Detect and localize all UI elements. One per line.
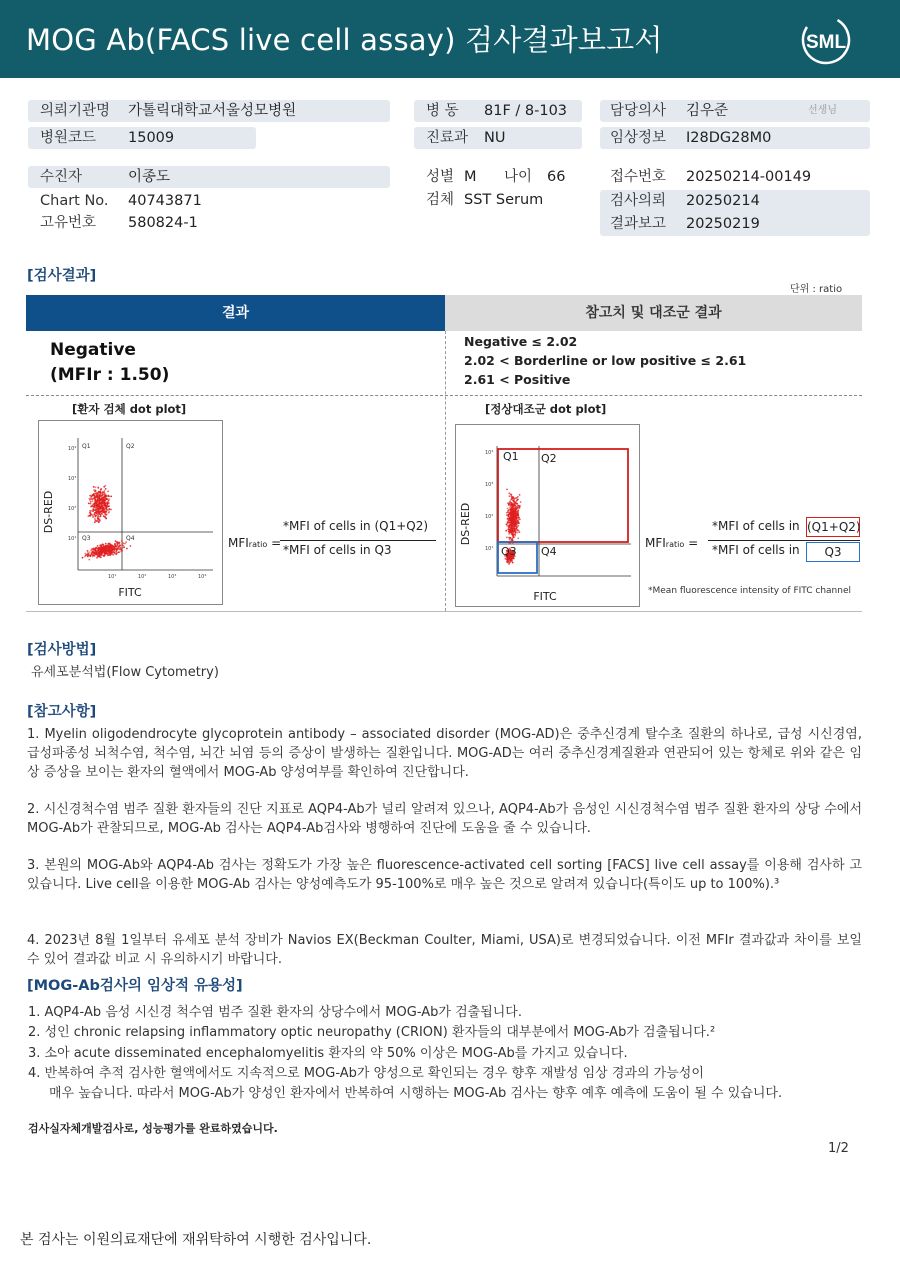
svg-text:10²: 10² (68, 506, 77, 512)
chart-row: Chart No. 40743871 (40, 193, 202, 209)
reference-positive: 2.61 < Positive (464, 372, 571, 387)
control-mfi-numerator: *MFI of cells in (712, 519, 800, 533)
patient-mfi-denominator: *MFI of cells in Q3 (283, 543, 392, 557)
control-dot-plot (455, 424, 641, 608)
reference-negative: Negative ≤ 2.02 (464, 334, 578, 349)
note-paragraph-3: 3. 본원의 MOG-Ab와 AQP4-Ab 검사는 정확도가 가장 높은 fluorescence-activated cell sorting [FACS] live cell assay를 이용해 검사하 고 있습니다. Live cell을 이용한 MOG-Ab 검사는 양성예측도가 95-100%로 매우 높은 것으로 알려져 있습니다(특이도 up to 100%).³ (27, 858, 862, 892)
unique-row: 고유번호 580824-1 (40, 215, 198, 231)
svg-text:10¹: 10¹ (108, 574, 117, 580)
control-q1-label: Q1 (503, 450, 519, 463)
svg-text:10¹: 10¹ (485, 546, 494, 552)
svg-text:10³: 10³ (168, 574, 177, 580)
reference-borderline: 2.02 < Borderline or low positive ≤ 2.61 (464, 353, 747, 368)
utility-title: [MOG-Ab검사의 임상적 유용성] (27, 978, 243, 994)
utility-item-1: 1. AQP4-Ab 음성 시신경 척수염 범주 질환 환자의 상당수에서 MOG-Ab가 검출됩니다. (28, 1005, 522, 1020)
note-paragraph-2: 2. 시신경척수염 범주 질환 환자들의 진단 지표로 AQP4-Ab가 널리 알려져 있으나, AQP4-Ab가 음성인 시신경척수염 범주 질환 환자의 상당 수에서 MOG-Ab가 관찰되므로, MOG-Ab 검사는 AQP4-Ab검사와 병행하여 진단에 도움을 줄 수 있습니다. (27, 802, 862, 836)
report-header (0, 0, 900, 78)
notes-title: [참고사항] (27, 704, 97, 720)
patient-mfi-numerator: *MFI of cells in (Q1+Q2) (283, 519, 429, 533)
specimen-row: 검체 SST Serum (426, 192, 544, 208)
method-title: [검사방법] (27, 642, 97, 658)
vertical-divider (445, 331, 446, 611)
svg-text:SML: SML (805, 32, 847, 53)
utility-item-4: 4. 반복하여 추적 검사한 혈액에서도 지속적으로 MOG-Ab가 양성으로 확인되는 경우 향후 재발성 임상 경과의 가능성이 (28, 1066, 704, 1081)
svg-text:10¹: 10¹ (68, 536, 77, 542)
sex-age-row: 성별 M 나이 66 (426, 169, 566, 185)
validation-note: 검사실자체개발검사로, 성능평가를 완료하였습니다. (28, 1122, 278, 1135)
results-section-title: [검사결과] (27, 268, 97, 284)
doctor-row: 담당의사 김우준 선생님 (600, 100, 870, 122)
svg-text:10⁴: 10⁴ (68, 446, 77, 452)
control-y-axis-label: DS-RED (459, 502, 472, 546)
patient-mfi-label: MFIratio = (228, 536, 282, 550)
footer-note: 본 검사는 이원의료재단에 재위탁하여 시행한 검사입니다. (20, 1232, 372, 1248)
control-q1q2-box: (Q1+Q2) (806, 517, 860, 537)
control-q4-label: Q4 (541, 545, 557, 558)
svg-text:10²: 10² (138, 574, 147, 580)
control-q3-label: Q3 (501, 545, 517, 558)
utility-item-2: 2. 성인 chronic relapsing inflammatory optic neuropathy (CRION) 환자들의 대부분에서 MOG-Ab가 검출됩니다.² (28, 1025, 716, 1040)
patient-q4-label: Q4 (126, 535, 135, 542)
control-x-axis-label: FITC (533, 590, 557, 603)
utility-item-4-continued: 매우 높습니다. 따라서 MOG-Ab가 양성인 환자에서 반복하여 시행하는 MOG-Ab 검사는 향후 예후 예측에 도움이 될 수 있습니다. (49, 1086, 783, 1101)
result-column-header: 결과 (26, 295, 445, 331)
control-fraction-bar (708, 540, 860, 541)
svg-text:10²: 10² (485, 514, 494, 520)
patient-q1-label: Q1 (82, 443, 91, 450)
note-paragraph-4: 4. 2023년 8월 1일부터 유세포 분석 장비가 Navios EX(Beckman Coulter, Miami, USA)로 변경되었습니다. 이전 MFIr 결과값과 차이를 보일 수 있어 결과값 비교 시 유의하시기 바랍니다. (27, 933, 862, 967)
method-text: 유세포분석법(Flow Cytometry) (31, 665, 219, 680)
control-mfi-label: MFIratio = (645, 536, 699, 550)
dept-row: 진료과 NU (414, 127, 582, 149)
dashed-divider (26, 395, 862, 396)
mfi-footnote: *Mean fluorescence intensity of FITC channel (648, 586, 852, 596)
note-paragraph-1: 1. Myelin oligodendrocyte glycoprotein antibody – associated disorder (MOG-AD)은 중추신경계 탈수초 질환의 하나로, 급성 시신경염, 급성파종성 뇌척수염, 척수염, 뇌간 뇌염 등의 증상이 발생하는 질환입니다. MOG-AD는 여러 중추신경계질환과 연관되어 있는 항체로 위와 같은 임상 증상을 보이는 환자의 혈액에서 MOG-Ab 양성여부를 확인하여 진단합니다. (27, 727, 862, 780)
patient-row: 수진자 이종도 (28, 166, 390, 188)
patient-fraction-bar (280, 540, 436, 541)
request-report-block: 검사의뢰 20250214 결과보고 20250219 (600, 190, 870, 236)
receipt-row: 접수번호 20250214-00149 (610, 169, 812, 185)
page-number: 1/2 (828, 1141, 849, 1156)
patient-dot-plot (38, 420, 224, 606)
result-mfir: (MFIr : 1.50) (50, 365, 170, 385)
patient-x-axis-label: FITC (118, 586, 142, 599)
patient-q2-label: Q2 (126, 443, 135, 450)
svg-text:10³: 10³ (485, 482, 494, 488)
patient-y-axis-label: DS-RED (42, 490, 55, 534)
svg-text:10⁴: 10⁴ (198, 574, 207, 580)
clinical-row: 임상정보 I28DG28M0 (600, 127, 870, 149)
ward-row: 병 동 81F / 8-103 (414, 100, 582, 122)
control-q2-label: Q2 (541, 452, 557, 465)
utility-item-3: 3. 소아 acute disseminated encephalomyelitis 환자의 약 50% 이상은 MOG-Ab를 가지고 있습니다. (28, 1046, 628, 1061)
control-mfi-denominator: *MFI of cells in (712, 543, 800, 557)
institution-row: 의뢰기관명 가톨릭대학교서울성모병원 (28, 100, 390, 122)
code-row: 병원코드 15009 (28, 127, 256, 149)
control-plot-title: [정상대조군 dot plot] (485, 402, 607, 416)
reference-column-header: 참고치 및 대조군 결과 (445, 295, 862, 331)
result-value: Negative (50, 340, 136, 360)
results-bottom-border (26, 611, 862, 612)
report-title: MOG Ab(FACS live cell assay) 검사결과보고서 (26, 23, 663, 57)
patient-q3-label: Q3 (82, 535, 91, 542)
svg-text:10⁴: 10⁴ (485, 450, 494, 456)
patient-plot-title: [환자 검체 dot plot] (72, 402, 187, 416)
control-q3-box: Q3 (806, 542, 860, 562)
sml-logo (800, 14, 852, 66)
svg-text:10³: 10³ (68, 476, 77, 482)
unit-label: 단위 : ratio (790, 284, 843, 295)
